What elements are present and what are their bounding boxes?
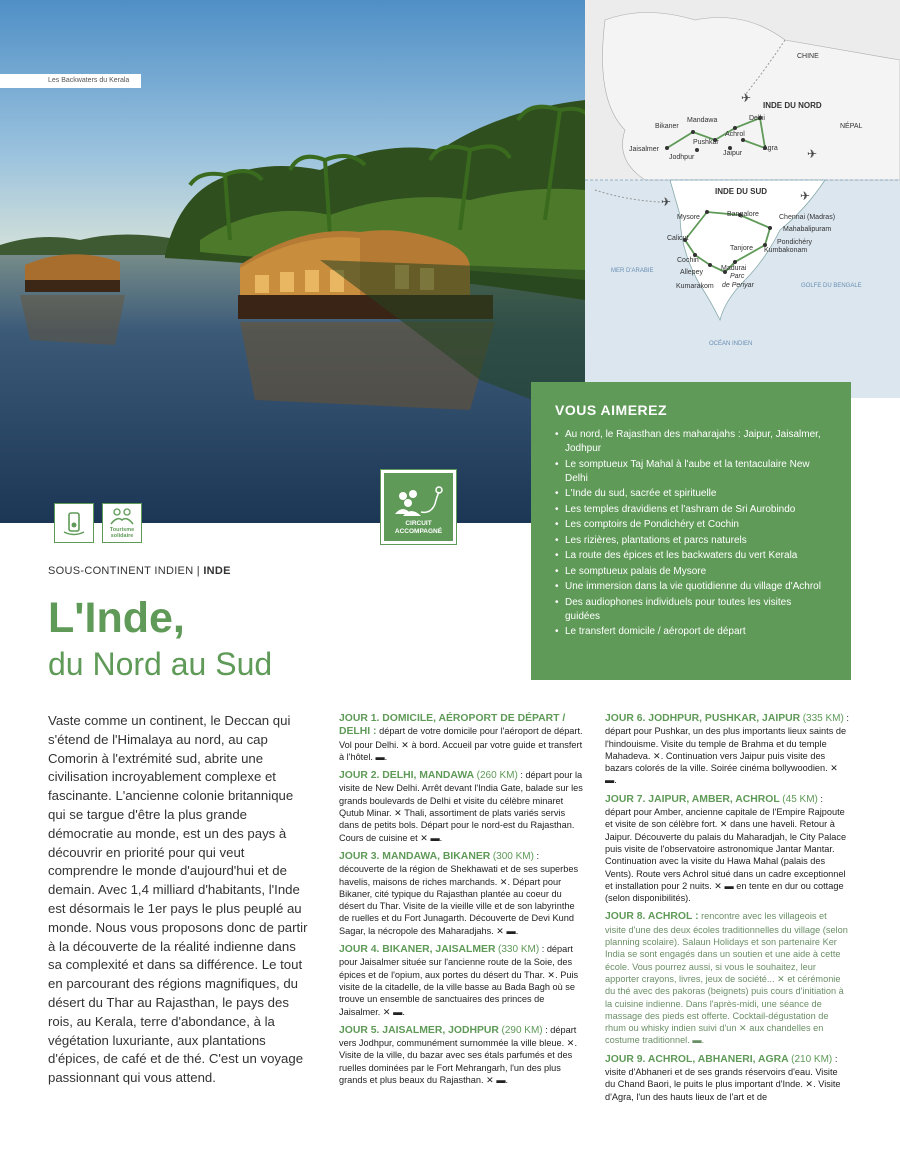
city-kumarakom: Kumarakom (676, 283, 714, 290)
day-text: départ de votre domicile pour l'aéroport de départ. Vol pour Delhi. ✕ à bord. Accueil par votre guide et transfert à l'hôtel. ▬. (339, 726, 583, 762)
list-item: • Des audiophones individuels pour toutes les visites guidées (555, 596, 827, 624)
svg-text:✈: ✈ (800, 189, 811, 203)
day-title: JOUR 6. JODHPUR, PUSHKAR, JAIPUR (605, 713, 801, 724)
day-item (339, 712, 584, 763)
page-title: L'Inde, (48, 594, 185, 642)
region-breadcrumb: SOUS-CONTINENT INDIEN | INDE (48, 565, 231, 577)
day-km: (260 KM) (476, 770, 518, 782)
day-title: JOUR 1. DOMICILE, AÉROPORT DE DÉPART / DELHI : (339, 713, 566, 738)
audiophone-icon (61, 510, 87, 536)
day-item (339, 943, 584, 1018)
region-label: SOUS-CONTINENT INDIEN (48, 565, 194, 577)
city-mandawa: Mandawa (687, 117, 718, 124)
map-sea-bengal: GOLFE DU BENGALE (801, 283, 862, 289)
map-park-periyar-2: de Periyar (722, 282, 754, 289)
svg-text:✈: ✈ (661, 195, 672, 209)
day-km: (210 KM) (791, 1053, 833, 1065)
day-item (339, 850, 584, 937)
day-title: JOUR 8. ACHROL : (605, 911, 699, 923)
city-bangalore: Bangalore (727, 211, 759, 218)
city-cochin: Cochin (677, 257, 699, 264)
day-text: : départ pour Jaisalmer située sur l'ancienne route de la Soie, des épices et de l'opium, aux portes du désert du Thar. ✕. Puis visite de la citadelle, de la ville basse au Bada Bagh où se trouve un ensemble de sanctuaires des princes de Jaisalmer. ✕ ▬. (339, 944, 579, 1017)
city-tanjore: Tanjore (730, 245, 753, 252)
map-sea-arabia: MER D'ARABIE (611, 268, 654, 274)
list-item: • La route des épices et les backwaters du vert Kerala (555, 549, 827, 563)
day-title: JOUR 4. BIKANER, JAISALMER (339, 944, 496, 956)
small-houseboat (25, 254, 120, 292)
photo-caption: Les Backwaters du Kerala (0, 74, 141, 88)
city-calicut: Calicut (667, 235, 689, 242)
list-item: • L'Inde du sud, sacrée et spirituelle (555, 487, 827, 501)
map-region-north: INDE DU NORD (763, 101, 822, 110)
day-title: JOUR 3. MANDAWA, BIKANER (339, 850, 491, 862)
list-item: • Une immersion dans la vie quotidienne du village d'Achrol (555, 580, 827, 594)
circuit-label-1: CIRCUIT (405, 520, 432, 527)
city-chennai: Chennai (Madras) (779, 214, 836, 221)
day-text: : départ pour la visite de New Delhi. Arrêt devant l'India Gate, balade sur les grands boulevards de Delhi et visite du célèbre minaret Qutub Minar. ✕ Thali, assortiment de plats variés servis dans de petits bols. Départ pour le nord-est du Rajasthan. Cours de cuisine et ✕ ▬. (339, 770, 583, 843)
vous-aimerez-list (555, 428, 827, 639)
hero-photo (0, 0, 585, 523)
map-region-south: INDE DU SUD (715, 187, 768, 196)
list-item: • Le somptueux palais de Mysore (555, 565, 827, 579)
city-kumbakonam: Kumbakonam (764, 247, 808, 254)
list-item: • Les temples dravidiens et l'ashram de Sri Aurobindo (555, 503, 827, 517)
day-km: (335 KM) (802, 713, 844, 724)
map-country-nepal: NÉPAL (840, 123, 863, 130)
vous-aimerez-title: VOUS AIMEREZ (555, 402, 668, 418)
city-allepey: Allepey (680, 269, 703, 276)
day-item (339, 769, 584, 844)
list-item: • Les comptoirs de Pondichéry et Cochin (555, 518, 827, 532)
day-item (605, 793, 850, 905)
day-km: (290 KM) (501, 1024, 543, 1036)
day-text: : départ pour Amber, ancienne capitale de l'Empire Rajpoute et visite de son célèbre fort. ✕ dans une haveli. Retour à Jaipur. Découverte du palais du Maharadjah, le City Palace puis visite de l'observatoire astronomique Jantar Mantar. Continuation avec la visite du Hawa Mahal (palais des Vents). Route vers Achrol situé dans un cadre exceptionnel et installation pour 2 nuits. ✕ ▬ en tente en dur ou cottage (selon disponibilités). (605, 793, 847, 904)
page-subtitle: du Nord au Sud (48, 646, 273, 682)
audiophone-badge (54, 503, 94, 543)
day-item (605, 712, 850, 787)
city-bikaner: Bikaner (655, 123, 679, 130)
city-pushkar: Pushkar (693, 139, 719, 146)
city-jodhpur: Jodhpur (669, 154, 695, 161)
day-km: (330 KM) (498, 944, 540, 956)
circuit-accompagne-badge (381, 470, 456, 544)
city-mysore: Mysore (677, 214, 700, 221)
day-title: JOUR 5. JAISALMER, JODHPUR (339, 1024, 499, 1036)
map-country-china: CHINE (797, 53, 819, 60)
city-mahabalipuram: Mahabalipuram (783, 226, 832, 233)
vous-aimerez-box (531, 382, 851, 680)
handshake-icon (108, 507, 136, 527)
list-item: • Les rizières, plantations et parcs naturels (555, 534, 827, 548)
tourisme-solidaire-badge (102, 503, 142, 543)
circuit-label-2: ACCOMPAGNÉ (394, 527, 443, 535)
city-jaisalmer: Jaisalmer (629, 146, 659, 153)
list-item: • Le transfert domicile / aéroport de départ (555, 625, 827, 639)
list-item: • Le somptueux Taj Mahal à l'aube et la tentaculaire New Delhi (555, 458, 827, 486)
city-madurai: Madurai (721, 265, 747, 272)
svg-text:✈: ✈ (807, 147, 818, 161)
day-title: JOUR 2. DELHI, MANDAWA (339, 770, 475, 782)
day-item (605, 1053, 850, 1103)
city-agra: Agra (763, 145, 778, 152)
day-text: : visite d'Abhaneri et de ses grands réservoirs d'eau. Visite du Chand Baori, le puits le plus important d'Inde. ✕. Visite d'Agra, l'un des hauts lieux de l'art et de (605, 1053, 841, 1102)
badges-row (54, 503, 142, 543)
svg-text:✈: ✈ (741, 91, 752, 105)
group-route-icon (391, 484, 447, 520)
intro-text: Vaste comme un continent, le Deccan qui s'étend de l'Himalaya au nord, au cap Comorin à l'extrémité sud, abrite une civilisation incroyablement complexe et fascinante. L'ancienne colonie britannique qui se targue d'être la plus grande démocratie au monde, est un des pays à découvrir en priorité pour qui veut comprendre le monde d'aujourd'hui et de demain. Avec 1,4 milliard d'habitants, l'Inde est désormais le 1er pays le plus peuplé au monde. Nous vous proposons donc de partir à la découverte de la réalité indienne dans sa complexité et dans sa différence. Le tout en parcourant des régions magnifiques, du désert du Thar au Rajasthan, le pays des rois, au Kerala, terre d'abondance, à la végétation luxuriante, aux plantations d'épices, de café et de thé. C'est un voyage passionnant qui vous attend. (48, 713, 308, 1086)
city-delhi: Delhi (749, 115, 765, 122)
city-pondichery: Pondichéry (777, 239, 813, 246)
region-country: INDE (203, 565, 231, 577)
city-jaipur: Jaipur (723, 150, 743, 157)
day-title: JOUR 7. JAIPUR, AMBER, ACHROL (605, 793, 780, 805)
itinerary-column-2 (605, 712, 850, 1109)
itinerary-column-1 (339, 712, 584, 1092)
route-map (585, 0, 900, 398)
day-text: : découverte de la région de Shekhawati et de ses superbes havelis, maisons de riches marchands. ✕. Départ pour Bikaner, cité typique du Rajasthan plantée au coeur du désert du Thar. Visite de la vieille ville et de son labyrinthe de ruelles et du Fort Junagarth. Découverte de Devi Kund Sagar, la nécropole des Maharadjahs. ✕ ▬. (339, 850, 579, 936)
city-achrol: Achrol (725, 131, 745, 138)
day-text: rencontre avec les villageois et visite d'une des deux écoles traditionnelles du village (selon planning scolaire). Salaun Holidays et son partenaire Ker India se sont engagés dans un soutien et une aide à cette école. Vous pourrez aussi, si vous le souhaitez, leur apporter crayons, livres, jeux de société... ✕ et cérémonie du thé avec des pakoras (beignets) puis cours d'initiation à la cuisine indienne. Dans l'après-midi, une séance de massage des pieds est offerte. Cocktail-dégustation de rhum ou whisky indien suivi d'un ✕ aux chandelles en costume traditionnel. ▬. (605, 911, 848, 1046)
map-ocean-indian: OCÉAN INDIEN (709, 341, 753, 347)
day-km: (45 KM) (782, 793, 818, 805)
day-title: JOUR 9. ACHROL, ABHANERI, AGRA (605, 1053, 789, 1065)
day-text: : départ pour Pushkar, un des plus importants lieux saints de l'hindouisme. Visite du temple de Brahma et du temple Mahadeva. ✕. Continuation vers Jaipur puis visite des bazars colorés de la ville. Soirée cinéma bollywoodien. ✕ ▬. (605, 713, 849, 786)
tourisme-solidaire-label: Tourisme solidaire (109, 527, 135, 539)
day-item (605, 910, 850, 1046)
day-text: : départ vers Jodhpur, communément surnommée la ville bleue. ✕. Visite de la ville, du bazar avec ses étals parfumés et des ruelles dominées par le Fort Mehrangarh, l'un des plus grands et plus beaux du Rajasthan. ✕ ▬. (339, 1024, 578, 1086)
day-km: (300 KM) (492, 850, 534, 862)
day-item (339, 1024, 584, 1086)
list-item: • Au nord, le Rajasthan des maharajahs : Jaipur, Jaisalmer, Jodhpur (555, 428, 827, 456)
map-park-periyar: Parc (730, 273, 745, 280)
